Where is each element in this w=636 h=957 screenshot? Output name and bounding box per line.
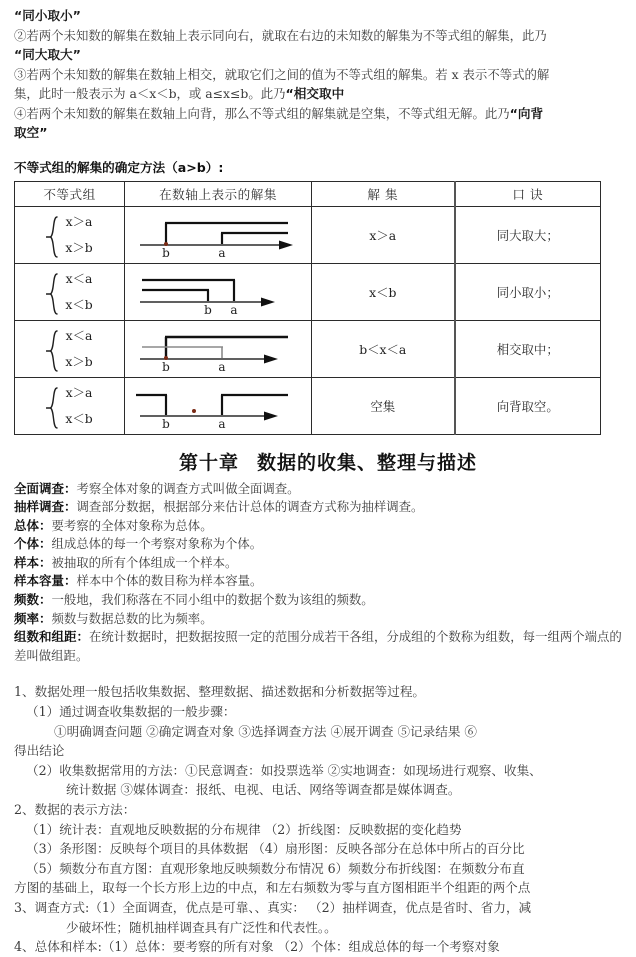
inequality-top-4: x＞a [65,384,93,400]
inequality-bottom-2: x＜b [65,296,93,312]
cell-numberline-4 [125,377,312,434]
note-1-1-continued: 得出结论 [14,743,65,759]
brace-icon [46,215,60,255]
quote-back-to-back-part2: 取空” [14,125,48,140]
solution-set-3: b＜x＜a [359,341,407,357]
note-2-3-continued: 方图的基础上，取每一个长方形上边的中点，和左右频数为零与直方图相距半个组距的两个点 [14,880,531,896]
cell-numberline-3 [125,320,312,377]
cell-numberline-1 [125,206,312,263]
inequality-system-2 [15,264,124,320]
note-3-continued: 少破坏性；随机抽样调查具有广泛性和代表性。。 [66,919,337,935]
definition-term: 全面调查： [14,480,77,496]
definition-text: 一般地，我们称落在不同小组中的数据个数为该组的频数。 [51,592,374,608]
definition-item [14,628,622,665]
brace-icon [46,272,60,312]
note-4: 4、总体和样本:（1）总体：要考察的所有对象 （2）个体：组成总体的每一个考察对象 [14,939,500,955]
cell-mnemonic-1 [455,206,601,263]
quote-same-small: “同小取小” [14,8,81,23]
intro-item-3-line-2 [14,84,622,104]
inequality-top-2: x＜a [65,270,93,286]
definition-text: 在统计数据时，把数据按照一定的范围分成若干各组，分成组的个数称为组数，每一组两个端点的差叫做组距。 [14,629,622,663]
note-2-1: （1）统计表：直观地反映数据的分布规律 （2）折线图：反映数据的变化趋势 [26,821,462,837]
inequality-pair-2 [63,272,92,312]
note-1-2-continued: 统计数据 ③媒体调查：报纸、电视、电话、网络等调查都是媒体调查。 [66,782,461,798]
definition-term: 个体： [14,536,52,552]
inequality-system-3 [15,321,124,377]
note-1-1: （1）通过调查收集数据的一般步骤： [26,704,236,720]
solution-set-4: 空集 [370,398,396,414]
cell-system-1 [15,206,125,263]
cell-mnemonic-3 [455,320,601,377]
svg-text:b: b [161,416,170,430]
inequality-top-3: x＜a [65,327,93,343]
quote-intersect-middle: “相交取中 [285,86,345,101]
svg-text:a: a [229,302,238,316]
svg-text:b: b [203,302,212,316]
cell-mnemonic-2 [455,263,601,320]
definition-text: 调查部分数据，根据部分来估计总体的调查方式称为抽样调查。 [76,499,424,515]
inequality-pair-4 [63,386,92,426]
inequality-bottom-4: x＜b [65,410,93,426]
number-line-both-right [125,207,311,263]
definition-text: 要考察的全体对象称为总体。 [51,517,213,533]
mnemonic-1: 同大取大； [496,227,559,243]
intro-quote-2 [14,45,622,65]
chapter-name: 数据的收集、整理与描述 [257,451,478,474]
brace-icon [46,386,60,426]
definition-item [14,535,622,554]
mnemonic-4: 向背取空。 [496,398,559,414]
solution-set-1: x＞a [369,227,397,243]
definitions-list [14,480,622,666]
cell-solution-2 [312,263,455,320]
svg-text:a: a [217,416,226,430]
brace-icon [46,329,60,369]
definition-item [14,572,622,591]
definition-term: 频数： [14,592,52,608]
intro-item-3-line-1 [14,65,622,85]
definition-text: 频数与数据总数的比为频率。 [51,610,213,626]
cell-solution-3 [312,320,455,377]
chapter-title [14,448,622,475]
intro-section [14,6,622,143]
table-row [15,320,601,377]
note-2-2: （3）条形图：反映每个项目的具体数据 （4）扇形图：反映各部分在总体中所占的百分比 [26,841,525,857]
definition-text: 样本中个体的数目称为样本容量。 [76,573,263,589]
intro-item-4-line-2 [14,123,622,143]
number-line-diverge [125,378,311,434]
header-numberline-solution: 在数轴上表示的解集 [125,181,312,206]
table-header-row [15,181,601,206]
quote-back-to-back-part1: “向背 [509,105,544,121]
mnemonic-3: 相交取中； [496,341,559,357]
definition-item [14,554,622,573]
definition-term: 样本： [14,554,52,570]
definition-term: 抽样调查： [14,499,77,515]
intro-item-4-text: ④若两个未知数的解集在数轴上向背，那么不等式组的解集就是空集，不等式组无解。此乃 [14,105,510,121]
definition-term: 总体： [14,517,52,533]
table-row [15,377,601,434]
cell-solution-4 [312,377,455,434]
definition-item [14,517,622,536]
definition-term: 组数和组距： [14,629,90,645]
note-1: 1、数据处理一般包括收集数据、整理数据、描述数据和分析数据等过程。 [14,684,426,700]
svg-text:a: a [217,359,226,373]
definition-term: 频率： [14,610,52,626]
svg-text:b: b [161,245,170,259]
cell-system-4 [15,377,125,434]
definition-text: 考察全体对象的调查方式叫做全面调查。 [76,480,300,496]
intro-item-2-text: ②若两个未知数的解集在数轴上表示同向右，就取在右边的未知数的解集为不等式组的解集，此乃 [14,27,547,43]
table-caption: 不等式组的解集的确定方法（a>b）: [14,159,224,175]
definition-item [14,498,622,517]
inequality-top-1: x＞a [65,213,93,229]
chapter-number: 第十章 [178,451,239,474]
note-1-2: （2）收集数据常用的方法：①民意调查：如投票选举 ②实地调查：如现场进行观察、收集、 [26,762,542,778]
note-2-3: （5）频数分布直方图：直观形象地反映频数分布情况 6）频数分布折线图：在频数分布直 [26,860,525,876]
solution-set-2: x＜b [369,284,397,300]
note-2: 2、数据的表示方法： [14,802,136,817]
table-row [15,206,601,263]
definition-item [14,610,622,629]
intro-item-4-line-1 [14,104,622,124]
svg-text:b: b [161,359,170,373]
inequality-bottom-3: x＞b [65,353,93,369]
inequality-rules-table [14,181,601,435]
intro-item-3-line-2-text: 集，此时一般表示为 a＜x＜b，或 a≤x≤b。此乃 [14,86,286,101]
intro-quote-1 [14,6,622,26]
definition-item [14,591,622,610]
intro-item-2 [14,26,622,46]
quote-same-large: “同大取大” [14,47,81,62]
inequality-system-1 [15,207,124,263]
header-inequality-system: 不等式组 [15,181,125,206]
notes-section [14,682,622,956]
definition-term: 样本容量： [14,573,77,589]
cell-system-2 [15,263,125,320]
table-row [15,263,601,320]
inequality-bottom-1: x＞b [65,239,93,255]
definition-text: 组成总体的每一个考察对象称为个体。 [51,536,263,552]
header-solution-set: 解 集 [312,181,455,206]
svg-text:a: a [217,245,226,259]
number-line-both-left [125,264,311,320]
inequality-pair-1 [63,215,92,255]
definition-text: 被抽取的所有个体组成一个样本。 [51,554,238,570]
inequality-pair-3 [63,329,92,369]
number-line-intersect [125,321,311,377]
cell-system-3 [15,320,125,377]
definition-item [14,480,622,499]
intro-item-3-line-1-text: ③若两个未知数的解集在数轴上相交，就取它们之间的值为不等式组的解集。若 x 表示不等式的解 [14,66,550,82]
mnemonic-2: 同小取小； [496,284,559,300]
cell-mnemonic-4 [455,377,601,434]
header-mnemonic: 口 诀 [455,181,601,206]
cell-numberline-2 [125,263,312,320]
note-3: 3、调查方式:（1）全面调查，优点是可靠、、真实： （2）抽样调查，优点是省时、省力，减 [14,899,532,915]
cell-solution-1 [312,206,455,263]
note-1-1-steps: ①明确调查问题 ②确定调查对象 ③选择调查方法 ④展开调查 ⑤记录结果 ⑥ [54,723,478,739]
inequality-system-4 [15,378,124,434]
